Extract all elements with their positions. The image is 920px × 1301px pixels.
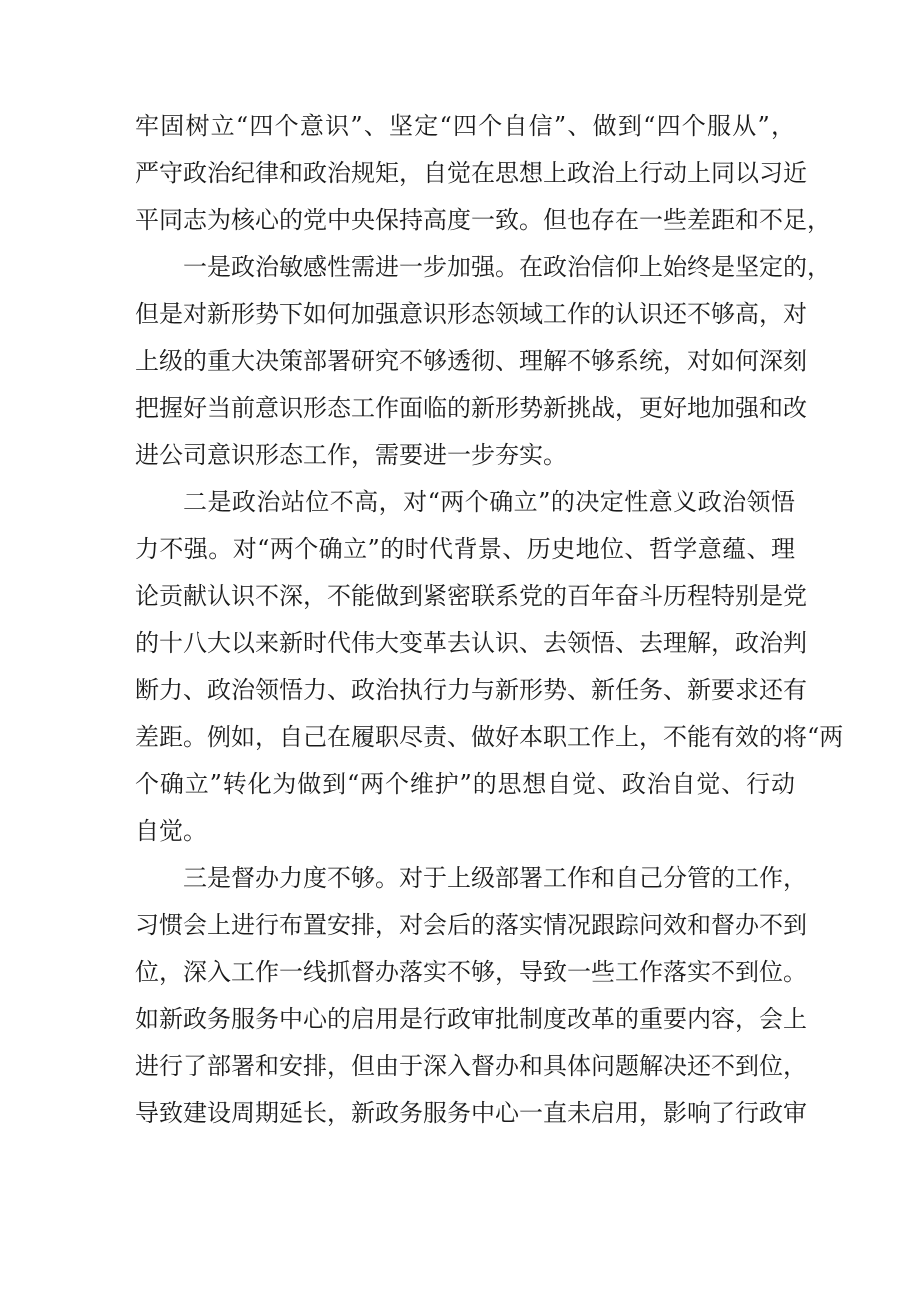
text-line: 个确立”转化为做到“两个维护”的思想自觉、政治自觉、行动 <box>135 770 795 798</box>
text-line: 进公司意识形态工作，需要进一步夯实。 <box>135 441 567 469</box>
document-body <box>135 103 844 1137</box>
text-line: 位，深入工作一线抓督办落实不够，导致一些工作落实不到位。 <box>135 958 807 986</box>
text-line: 牢固树立“四个意识”、坚定“四个自信”、做到“四个服从”， <box>135 112 795 140</box>
text-line: 二是政治站位不高，对“两个确立”的决定性意义政治领悟 <box>183 488 795 516</box>
text-line: 上级的重大决策部署研究不够透彻、理解不够系统，对如何深刻 <box>135 347 807 375</box>
text-line: 习惯会上进行布置安排，对会后的落实情况跟踪问效和督办不到 <box>135 911 807 939</box>
text-line: 导致建设周期延长，新政务服务中心一直未启用，影响了行政审 <box>135 1099 807 1127</box>
text-line: 但是对新形势下如何加强意识形态领域工作的认识还不够高，对 <box>135 300 807 328</box>
text-line: 平同志为核心的党中央保持高度一致。但也存在一些差距和不足， <box>135 206 831 234</box>
text-line: 一是政治敏感性需进一步加强。在政治信仰上始终是坚定的， <box>183 253 831 281</box>
text-line: 的十八大以来新时代伟大变革去认识、去领悟、去理解，政治判 <box>135 629 807 657</box>
paragraph-4 <box>135 855 807 1137</box>
text-line: 差距。例如，自己在履职尽责、做好本职工作上，不能有效的将“两 <box>135 723 844 751</box>
text-line: 把握好当前意识形态工作面临的新形势新挑战，更好地加强和改 <box>135 394 807 422</box>
text-line: 论贡献认识不深，不能做到紧密联系党的百年奋斗历程特别是党 <box>135 582 807 610</box>
text-line: 力不强。对“两个确立”的时代背景、历史地位、哲学意蕴、理 <box>135 535 795 563</box>
text-line: 进行了部署和安排，但由于深入督办和具体问题解决还不到位， <box>135 1052 807 1080</box>
paragraph-2 <box>135 244 831 479</box>
text-line: 断力、政治领悟力、政治执行力与新形势、新任务、新要求还有 <box>135 676 807 704</box>
text-line: 三是督办力度不够。对于上级部署工作和自己分管的工作， <box>183 864 807 892</box>
paragraph-1 <box>135 103 831 244</box>
text-line: 严守政治纪律和政治规矩，自觉在思想上政治上行动上同以习近 <box>135 159 807 187</box>
text-line: 自觉。 <box>135 817 207 845</box>
text-line: 如新政务服务中心的启用是行政审批制度改革的重要内容，会上 <box>135 1005 807 1033</box>
paragraph-3 <box>135 479 844 855</box>
